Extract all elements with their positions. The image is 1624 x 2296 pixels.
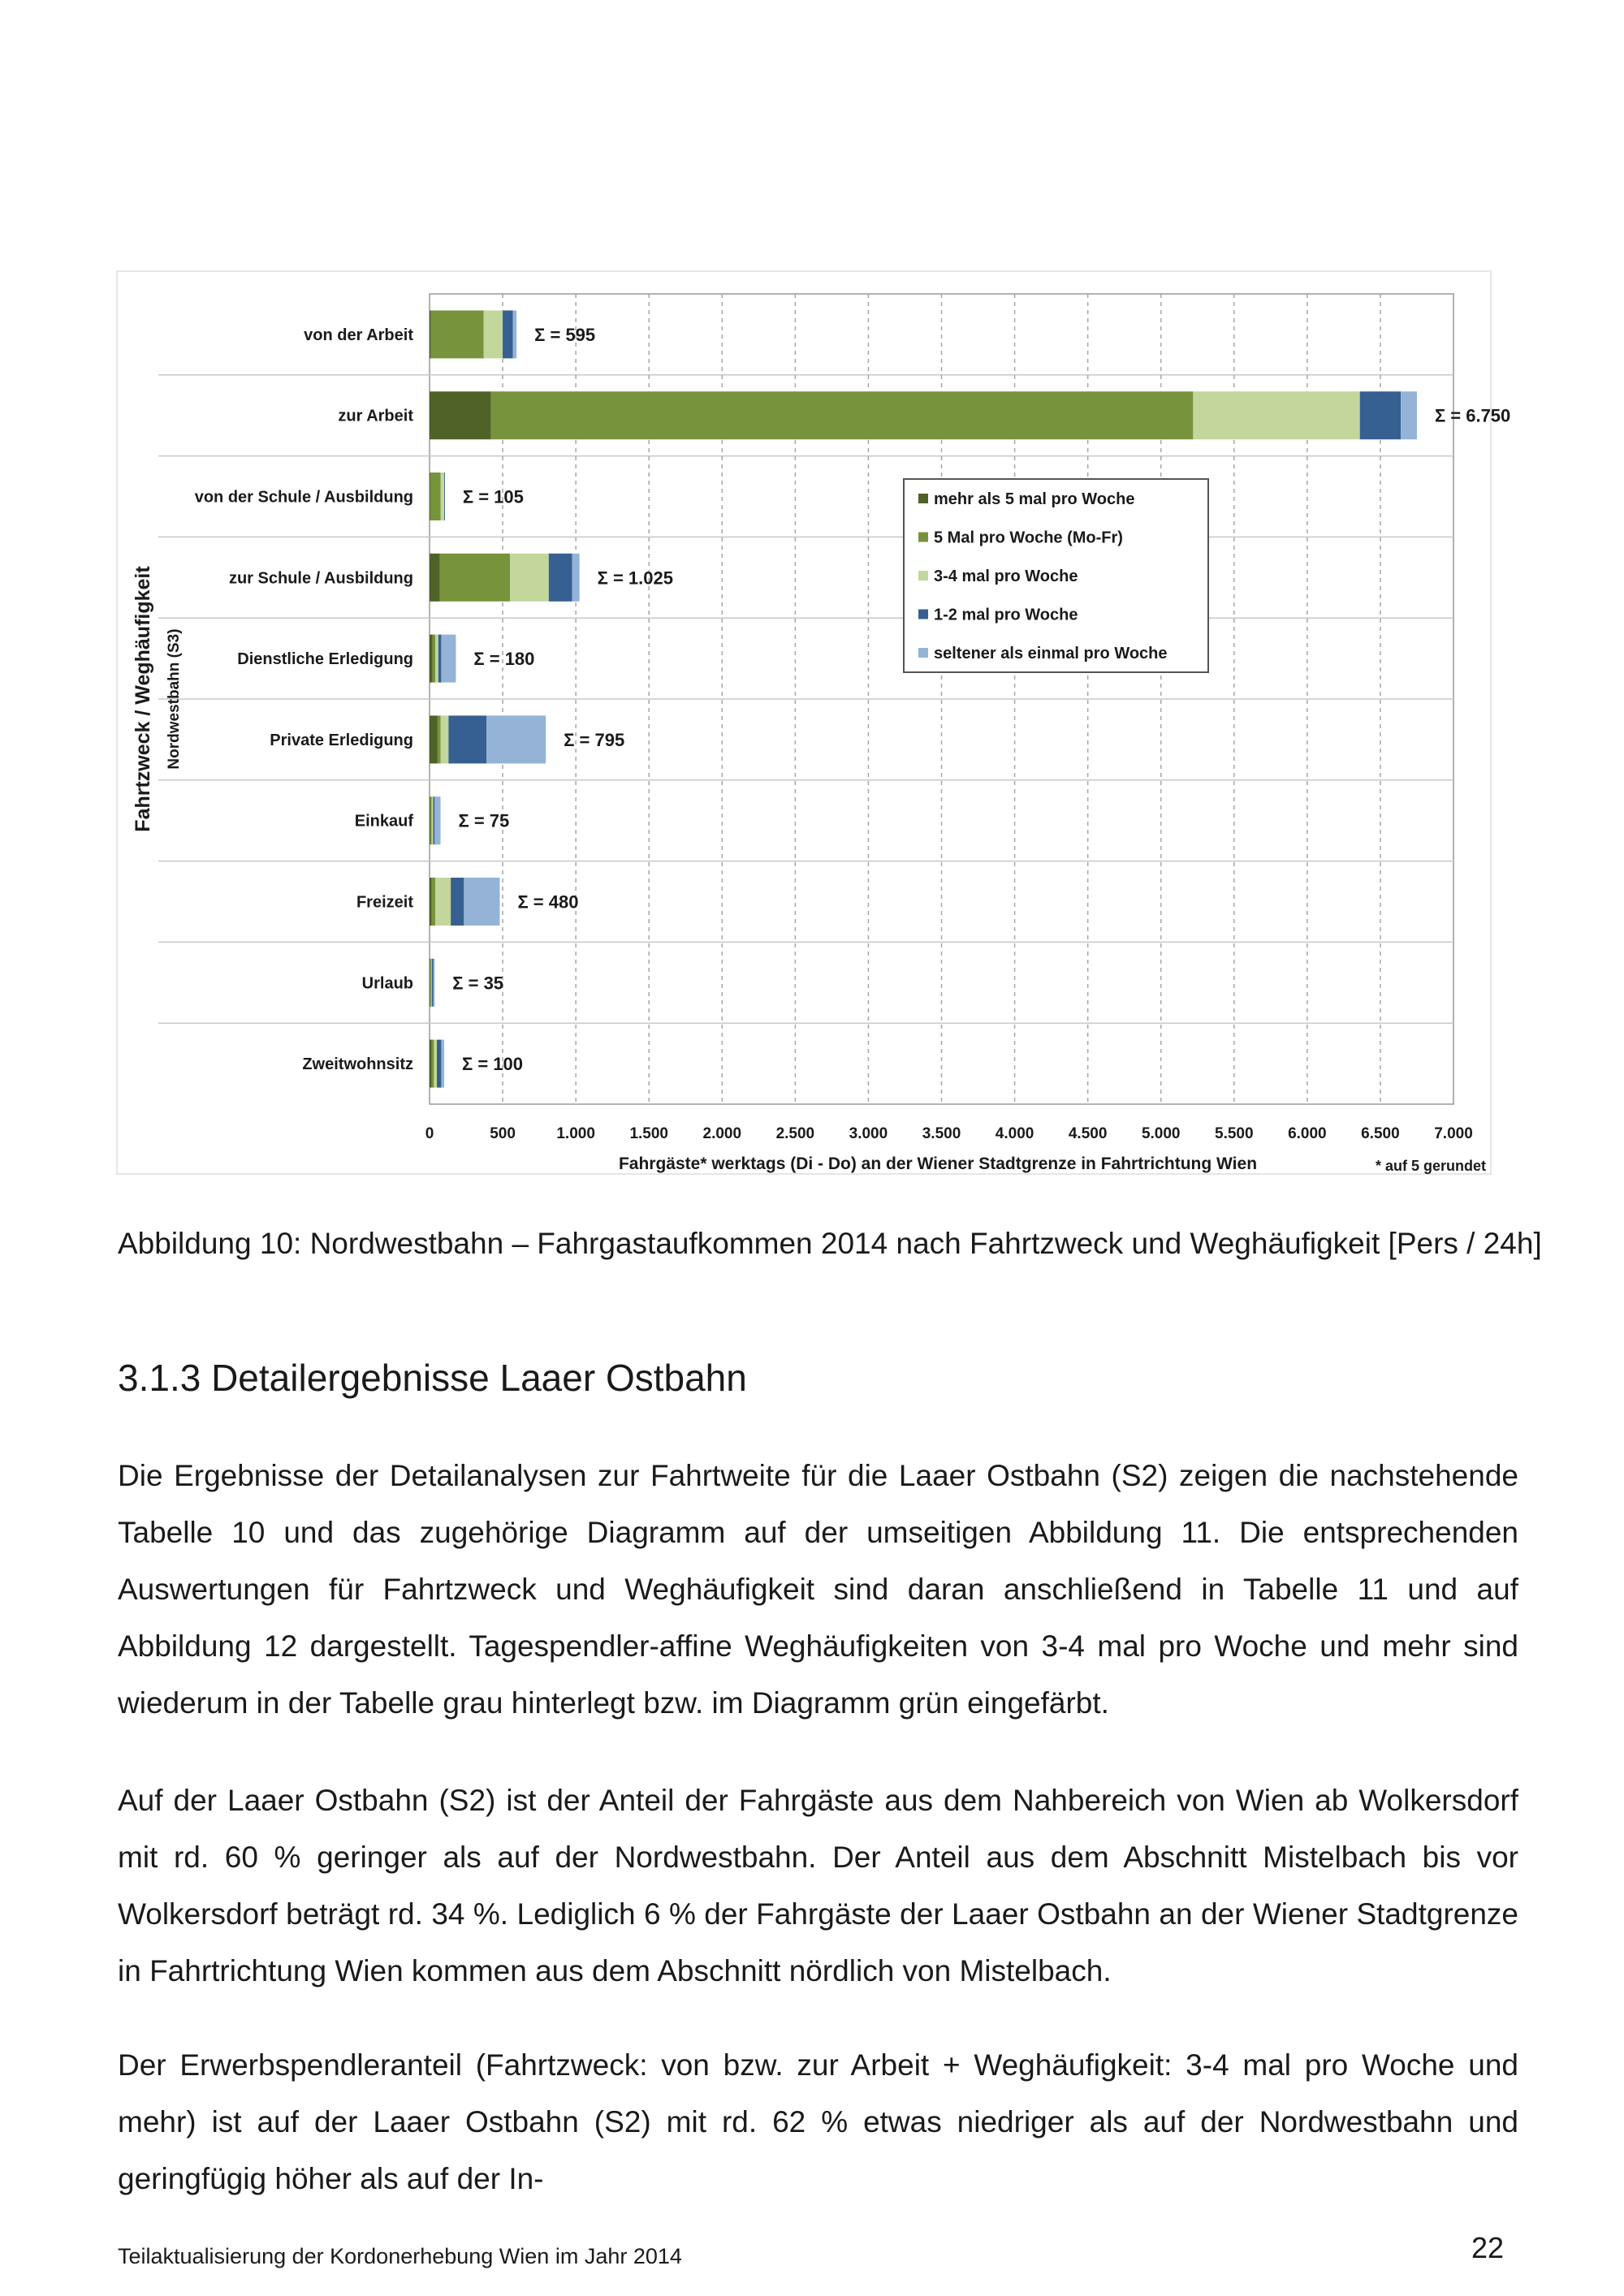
total-label: Σ = 180 [473,649,535,670]
bar-segment [438,635,442,683]
bar-segment [434,796,440,844]
paragraph-1: Die Ergebnisse der Detailanalysen zur Fahrtweite für die Laaer Ostbahn (S2) zeigen die nachstehende Tabelle 10 und das zugehörige Diagramm auf der umseitigen Abbildung 11. Die entsprechenden Auswertungen für Fahrtzweck und Weghäufigkeit sind daran anschließend in Tabelle 11 und auf Abbildung 12 dargestellt. Tagespendler-affine Weghäufigkeiten von 3-4 mal pro Woche und mehr sind wiederum in der Tabelle grau hinterlegt bzw. im Diagramm grün eingefärbt. [118,1459,1518,1720]
bar-segment [434,1040,437,1088]
bar-segment [451,878,464,926]
category-label: von der Schule / Ausbildung [194,488,413,507]
total-label: Σ = 595 [534,324,596,345]
bar-segment [464,878,499,926]
y-axis-title: Fahrtzweck / Weghäufigkeit [132,566,154,832]
bar-segment [513,310,517,358]
category-label: zur Schule / Ausbildung [228,569,413,588]
x-tick-label: 4.000 [995,1125,1034,1142]
bar-segment [444,473,445,520]
x-tick-label: 3.000 [849,1125,888,1142]
bar-segment [510,554,549,602]
total-label: Σ = 35 [452,973,504,994]
category-label: Einkauf [354,812,413,831]
x-tick-label: 6.000 [1288,1125,1327,1142]
legend-label: 1-2 mal pro Woche [934,606,1078,624]
legend-swatch [918,533,928,542]
bar-segment [1193,391,1359,439]
x-tick-label: 5.000 [1141,1125,1181,1142]
bar-segment [432,796,434,844]
total-label: Σ = 75 [458,810,510,831]
x-axis-title: Fahrgäste* werktags (Di - Do) an der Wiener Stadtgrenze in Fahrtrichtung Wien [618,1154,1258,1173]
bar-segment [431,310,484,358]
legend-label: 5 Mal pro Woche (Mo-Fr) [934,529,1123,547]
bar-segment [431,959,432,1007]
bar-segment [430,796,432,844]
bar-segment [486,715,546,763]
bar-segment [491,391,1194,439]
x-tick-label: 4.500 [1068,1125,1108,1142]
paragraph-2: Auf der Laaer Ostbahn (S2) ist der Anteil der Fahrgäste aus dem Nahbereich von Wien ab Wolkersdorf mit rd. 60 % geringer als auf der Nordwestbahn. Der Anteil aus dem Abschnitt Mistelbach bis vor Wolkersdorf beträgt rd. 34 %. Lediglich 6 % der Fahrgäste der Laaer Ostbahn an der Wiener Stadtgrenze in Fahrtrichtung Wien kommen aus dem Abschnitt nördlich von Mistelbach. [118,1784,1518,1987]
bar-segment [484,310,503,358]
category-label: Urlaub [361,974,413,993]
x-tick-label: 2.000 [702,1125,742,1142]
legend-swatch [918,494,928,503]
total-label: Σ = 105 [462,486,524,507]
total-label: Σ = 480 [517,891,579,913]
bar-segment [435,635,438,683]
category-label: zur Arbeit [338,407,413,425]
x-tick-label: 0 [425,1125,434,1142]
bar-segment [430,391,491,439]
category-label: Dienstliche Erledigung [237,650,413,669]
legend-swatch [918,571,928,580]
bar-segment [432,959,434,1007]
x-tick-label: 5.500 [1215,1125,1254,1142]
bar-segment [430,473,441,520]
bar-segment [430,878,432,926]
paragraph-3: Der Erwerbspendleranteil (Fahrtzweck: von bzw. zur Arbeit + Weghäufigkeit: 3-4 mal pro Woche und mehr) ist auf der Laaer Ostbahn (S2) mit rd. 62 % etwas niedriger als auf der Nordwestbahn und geringfügig höher als auf der In- [118,2048,1518,2195]
y-axis-subtitle: Nordwestbahn (S3) [166,628,183,770]
x-tick-label: 6.500 [1361,1125,1400,1142]
bar-segment [432,1040,434,1088]
x-tick-label: 500 [490,1125,516,1142]
section-heading: 3.1.3 Detailergebnisse Laaer Ostbahn [118,1357,747,1399]
bar-segment [441,715,449,763]
bar-segment [549,554,572,602]
legend-label: 3-4 mal pro Woche [934,568,1078,585]
x-tick-label: 2.500 [775,1125,815,1142]
legend-swatch [918,648,928,658]
category-label: Zweitwohnsitz [302,1055,413,1074]
passenger-purpose-chart [114,268,1511,1177]
bar-segment [430,959,431,1007]
category-label: Freizeit [356,893,413,912]
bar-segment [440,554,510,602]
bar-segment [448,715,486,763]
legend-label: seltener als einmal pro Woche [934,645,1168,662]
total-label: Σ = 795 [564,729,625,750]
category-label: von der Arbeit [304,326,413,344]
bar-segment [430,635,433,683]
total-label: Σ = 100 [462,1054,523,1075]
x-tick-label: 3.500 [922,1125,961,1142]
total-label: Σ = 1.025 [597,568,673,589]
category-label: Private Erledigung [270,731,413,749]
bar-segment [438,715,441,763]
bar-segment [432,878,436,926]
legend-swatch [918,610,928,619]
bar-segment [441,473,445,520]
total-label: Σ = 6.750 [1434,405,1511,426]
footer-title: Teilaktualisierung der Kordonerhebung Wien im Jahr 2014 [118,2244,682,2268]
bar-segment [430,310,431,358]
x-tick-label: 1.000 [556,1125,595,1142]
bar-segment [433,635,436,683]
bar-segment [441,1040,444,1088]
bar-segment [441,635,456,683]
bar-segment [503,310,513,358]
bar-segment [430,715,438,763]
bar-segment [1360,391,1401,439]
bar-segment [435,878,451,926]
x-tick-label: 1.500 [629,1125,668,1142]
page-number: 22 [1471,2231,1504,2264]
bar-segment [437,1040,441,1088]
bar-segment [430,1040,432,1088]
bar-segment [434,959,435,1007]
figure-caption: Abbildung 10: Nordwestbahn – Fahrgastaufkommen 2014 nach Fahrtzweck und Weghäufigkeit [Pers / 24h] [118,1227,1542,1260]
bar-segment [1401,391,1417,439]
bar-segment [572,554,580,602]
chart-footnote: * auf 5 gerundet [1375,1158,1486,1174]
bar-segment [430,554,440,602]
bar-segment [434,796,435,844]
legend-label: mehr als 5 mal pro Woche [934,490,1135,508]
x-tick-label: 7.000 [1434,1125,1473,1142]
